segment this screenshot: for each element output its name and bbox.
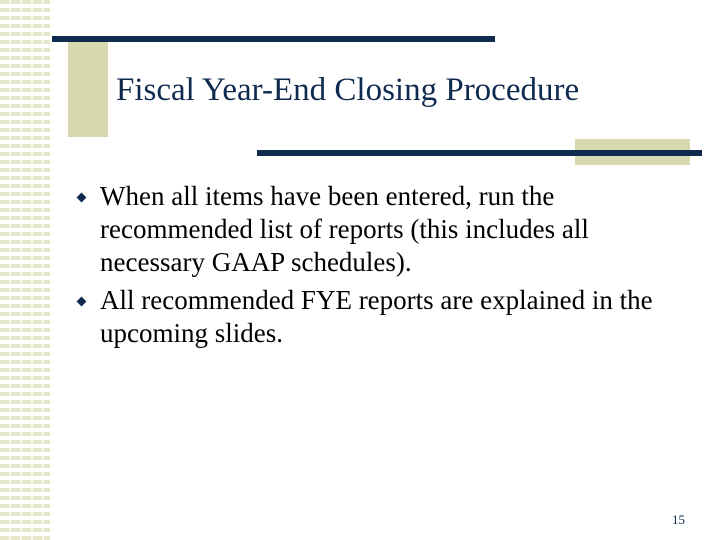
bullet-text: All recommended FYE reports are explained in the upcoming slides.: [100, 285, 653, 348]
title-rule-top: [52, 36, 495, 42]
slide-title: Fiscal Year-End Closing Procedure: [116, 72, 580, 108]
bullet-text: When all items have been entered, run the recommended list of reports (this includes all necessary GAAP schedules).: [100, 181, 589, 277]
page-number: 15: [672, 512, 685, 527]
bullet-item: [78, 284, 693, 350]
bullet-item: [78, 180, 693, 279]
bullet-list: [78, 180, 693, 355]
decorative-tan-block-left: [68, 40, 108, 137]
diamond-bullet-icon: [77, 193, 87, 203]
diamond-bullet-icon: [77, 297, 87, 307]
decorative-stripes: [0, 0, 50, 540]
title-rule-bottom: [257, 150, 702, 156]
